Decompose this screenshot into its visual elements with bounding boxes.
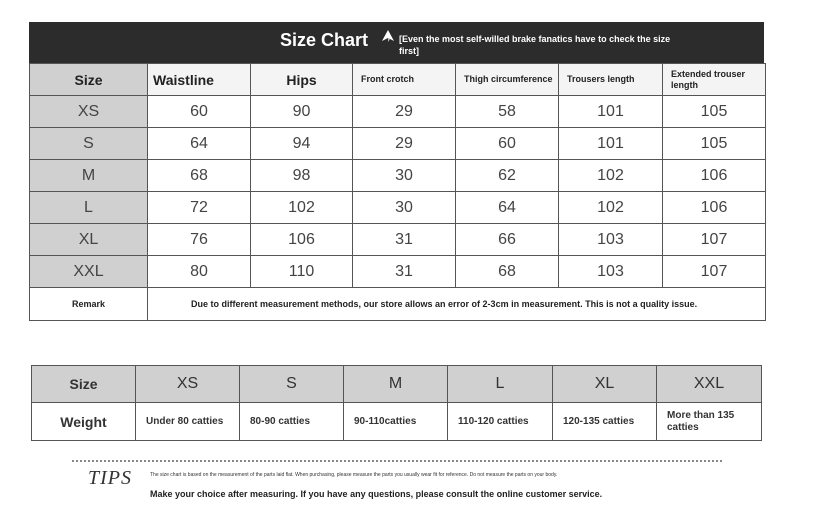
table-cell: 72 [148,192,251,224]
table-cell: 64 [148,128,251,160]
remark-text: Due to different measurement methods, our store allows an error of 2-3cm in measurement. This is not a quality issue. [148,288,766,321]
column-header: Thigh circumference [456,64,559,96]
column-header: Front crotch [353,64,456,96]
table-cell: 105 [663,96,766,128]
remark-label: Remark [30,288,148,321]
table-cell: 29 [353,128,456,160]
size-label: Size [32,366,136,403]
weight-chart-table [31,365,762,441]
table-cell: 101 [559,96,663,128]
weight-cell: Under 80 catties [136,403,240,441]
table-row [30,224,766,256]
size-cell: S [240,366,344,403]
weight-cell: 120-135 catties [553,403,657,441]
table-cell: 101 [559,128,663,160]
table-cell: 64 [456,192,559,224]
table-cell: 107 [663,256,766,288]
table-cell: 31 [353,256,456,288]
table-cell: 106 [663,160,766,192]
table-cell: 30 [353,192,456,224]
paper-plane-icon [381,29,395,43]
table-cell: 80 [148,256,251,288]
table-row [30,96,766,128]
table-row [30,192,766,224]
column-header: Waistline [148,64,251,96]
table-cell: 29 [353,96,456,128]
table-cell: 30 [353,160,456,192]
weight-cell: 90-110catties [344,403,448,441]
table-cell: 107 [663,224,766,256]
weight-cell: 80-90 catties [240,403,344,441]
tips-text: Make your choice after measuring. If you have any questions, please consult the online customer service. [150,489,603,499]
table-cell: 58 [456,96,559,128]
column-header: Extended trouser length [663,64,766,96]
table-cell: 110 [251,256,353,288]
weight-size-row [32,366,762,403]
size-cell: XXL [30,256,148,288]
size-cell: XS [136,366,240,403]
table-cell: 68 [148,160,251,192]
chart-header [29,22,764,63]
table-cell: 102 [559,160,663,192]
table-cell: 90 [251,96,353,128]
size-cell: XS [30,96,148,128]
table-cell: 68 [456,256,559,288]
table-cell: 62 [456,160,559,192]
table-cell: 103 [559,224,663,256]
tips-fine-print: The size chart is based on the measurement of the parts laid flat. When purchasing, please measure the parts you usually wear fit for reference. Do not measure the parts on your body. [150,472,558,478]
size-chart-table [29,63,766,321]
table-cell: 103 [559,256,663,288]
table-row [30,128,766,160]
table-cell: 60 [456,128,559,160]
weight-row [32,403,762,441]
column-header: Hips [251,64,353,96]
weight-label: Weight [32,403,136,441]
table-header-row [30,64,766,96]
tips-divider [72,460,722,462]
size-cell: M [344,366,448,403]
weight-cell: More than 135 catties [657,403,762,441]
table-cell: 31 [353,224,456,256]
table-cell: 106 [663,192,766,224]
table-cell: 98 [251,160,353,192]
table-cell: 106 [251,224,353,256]
size-cell: XXL [657,366,762,403]
size-cell: S [30,128,148,160]
table-cell: 105 [663,128,766,160]
page-title: Size Chart [280,30,369,50]
table-cell: 102 [251,192,353,224]
size-cell: XL [553,366,657,403]
table-cell: 66 [456,224,559,256]
size-cell: L [448,366,553,403]
weight-cell: 110-120 catties [448,403,553,441]
tips-label: TIPS [88,467,132,489]
table-cell: 60 [148,96,251,128]
table-cell: 94 [251,128,353,160]
table-cell: 76 [148,224,251,256]
size-cell: XL [30,224,148,256]
table-row [30,256,766,288]
size-cell: M [30,160,148,192]
column-header: Trousers length [559,64,663,96]
table-cell: 102 [559,192,663,224]
column-header: Size [30,64,148,96]
remark-row [30,288,766,321]
table-row [30,160,766,192]
header-note: [Even the most self-willed brake fanatics have to check the size first] [399,34,671,56]
size-cell: L [30,192,148,224]
